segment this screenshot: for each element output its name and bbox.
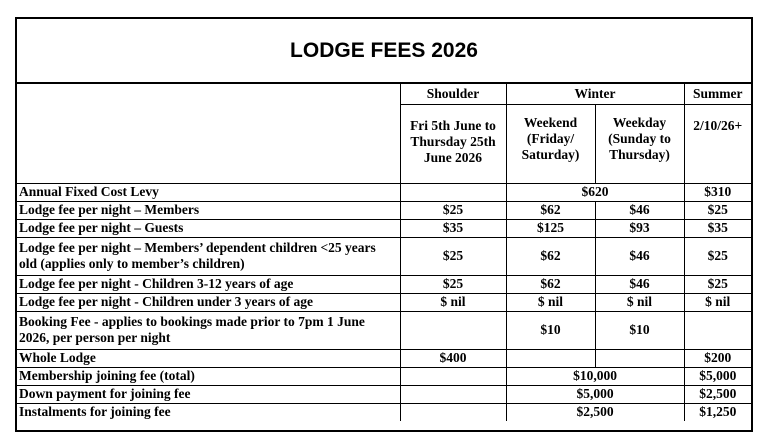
summer-value: $25: [684, 201, 751, 219]
weekend-value: $125: [506, 219, 595, 237]
shoulder-value: $35: [400, 219, 506, 237]
weekend-value: $10: [506, 311, 595, 349]
shoulder-value: [400, 311, 506, 349]
shoulder-value: $25: [400, 275, 506, 293]
summer-value: $25: [684, 275, 751, 293]
summer-value: $25: [684, 237, 751, 275]
table-row: [17, 219, 751, 237]
winter-value: $620: [506, 183, 684, 201]
header-shoulder: Shoulder: [400, 84, 506, 104]
table-row: [17, 349, 751, 367]
summer-value: $2,500: [684, 385, 751, 403]
document-title: LODGE FEES 2026: [17, 19, 751, 84]
shoulder-value: $25: [400, 237, 506, 275]
row-label: Whole Lodge: [17, 349, 400, 367]
header-shoulder-dates: Fri 5th June to Thursday 25th June 2026: [400, 104, 506, 183]
shoulder-value: $400: [400, 349, 506, 367]
winter-value: $5,000: [506, 385, 684, 403]
header-summer-dates: 2/10/26+: [684, 104, 751, 183]
table-row: [17, 293, 751, 311]
table-row: [17, 183, 751, 201]
weekend-value: $ nil: [506, 293, 595, 311]
row-label: Annual Fixed Cost Levy: [17, 183, 400, 201]
summer-value: $ nil: [684, 293, 751, 311]
shoulder-value: $ nil: [400, 293, 506, 311]
header-row-groups: [17, 84, 751, 104]
weekday-value: $46: [595, 237, 684, 275]
table-row: [17, 275, 751, 293]
table-row: [17, 311, 751, 349]
winter-value: $10,000: [506, 367, 684, 385]
header-winter: Winter: [506, 84, 684, 104]
shoulder-value: [400, 367, 506, 385]
header-weekday: Weekday (Sunday to Thursday): [595, 104, 684, 183]
summer-value: $1,250: [684, 403, 751, 421]
row-label: Lodge fee per night – Guests: [17, 219, 400, 237]
winter-value: $2,500: [506, 403, 684, 421]
shoulder-value: [400, 403, 506, 421]
weekday-value: $10: [595, 311, 684, 349]
weekend-value: $62: [506, 275, 595, 293]
weekend-value: [506, 349, 595, 367]
row-label: Lodge fee per night - Children 3-12 years of age: [17, 275, 400, 293]
weekday-value: $46: [595, 275, 684, 293]
summer-value: $200: [684, 349, 751, 367]
row-label: Membership joining fee (total): [17, 367, 400, 385]
row-label: Booking Fee - applies to bookings made prior to 7pm 1 June 2026, per person per night: [17, 311, 400, 349]
row-label: Down payment for joining fee: [17, 385, 400, 403]
table-row: [17, 403, 751, 421]
row-label: Lodge fee per night – Members’ dependent children <25 years old (applies only to member’s children): [17, 237, 400, 275]
weekend-value: $62: [506, 201, 595, 219]
weekday-value: $ nil: [595, 293, 684, 311]
table-row: [17, 385, 751, 403]
row-label: Lodge fee per night - Children under 3 years of age: [17, 293, 400, 311]
summer-value: $5,000: [684, 367, 751, 385]
header-weekend: Weekend (Friday/ Saturday): [506, 104, 595, 183]
row-label: Lodge fee per night – Members: [17, 201, 400, 219]
weekend-value: $62: [506, 237, 595, 275]
fees-document: [15, 17, 753, 432]
weekday-value: [595, 349, 684, 367]
header-summer: Summer: [684, 84, 751, 104]
table-row: [17, 367, 751, 385]
shoulder-value: $25: [400, 201, 506, 219]
summer-value: [684, 311, 751, 349]
summer-value: $35: [684, 219, 751, 237]
header-blank-cell: [17, 84, 400, 183]
shoulder-value: [400, 385, 506, 403]
weekday-value: $93: [595, 219, 684, 237]
summer-value: $310: [684, 183, 751, 201]
shoulder-value: [400, 183, 506, 201]
table-row: [17, 237, 751, 275]
weekday-value: $46: [595, 201, 684, 219]
row-label: Instalments for joining fee: [17, 403, 400, 421]
fees-table: [17, 84, 751, 421]
table-row: [17, 201, 751, 219]
